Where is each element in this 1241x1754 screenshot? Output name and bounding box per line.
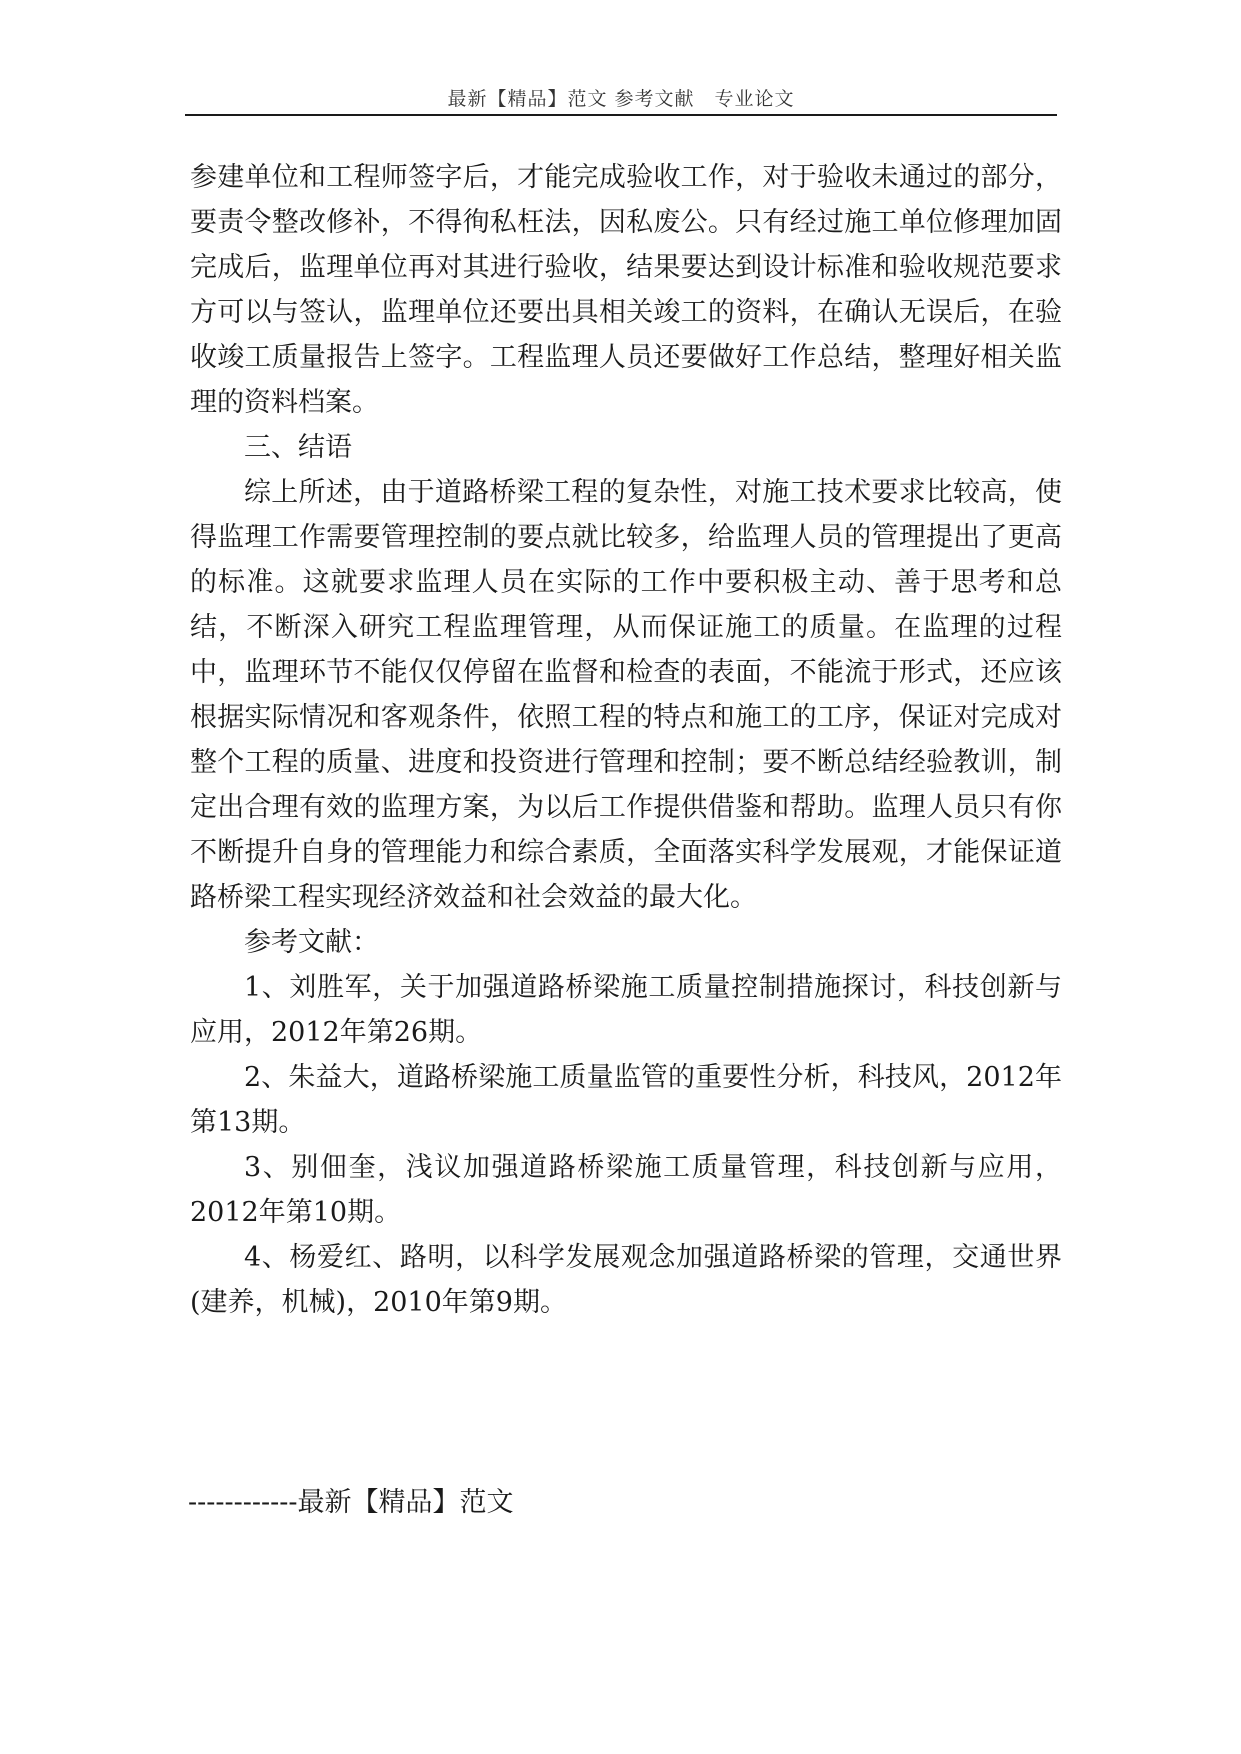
page-header: 最新【精品】范文 参考文献 专业论文 bbox=[447, 88, 795, 110]
reference-item-4: 4、杨爱红、路明，以科学发展观念加强道路桥梁的管理，交通世界(建养，机械)，2010年第9期。 bbox=[190, 1242, 1062, 1318]
page-footer: ------------最新【精品】范文 bbox=[188, 1487, 514, 1518]
conclusion-paragraph: 综上所述，由于道路桥梁工程的复杂性，对施工技术要求比较高，使得监理工作需要管理控制的要点就比较多，给监理人员的管理提出了更高的标准。这就要求监理人员在实际的工作中要积极主动、善于思考和总结，不断深入研究工程监理管理，从而保证施工的质量。在监理的过程中，监理环节不能仅仅停留在监督和检查的表面，不能流于形式，还应该根据实际情况和客观条件，依照工程的特点和施工的工序，保证对完成对整个工程的质量、进度和投资进行管理和控制；要不断总结经验教训，制定出合理有效的监理方案，为以后工作提供借鉴和帮助。监理人员只有你不断提升自身的管理能力和综合素质，全面落实科学发展观，才能保证道路桥梁工程实现经济效益和社会效益的最大化。 bbox=[190, 477, 1062, 913]
reference-item-1: 1、刘胜军，关于加强道路桥梁施工质量控制措施探讨，科技创新与应用，2012年第26期。 bbox=[190, 972, 1062, 1048]
references-heading: 参考文献： bbox=[244, 927, 379, 958]
reference-item-2: 2、朱益大，道路桥梁施工质量监管的重要性分析，科技风，2012年第13期。 bbox=[190, 1062, 1062, 1138]
paragraph-continuation: 参建单位和工程师签字后，才能完成验收工作，对于验收未通过的部分，要责令整改修补，不得徇私枉法，因私废公。只有经过施工单位修理加固完成后，监理单位再对其进行验收，结果要达到设计标准和验收规范要求方可以与签认，监理单位还要出具相关竣工的资料，在确认无误后，在验收竣工质量报告上签字。工程监理人员还要做好工作总结，整理好相关监理的资料档案。 bbox=[190, 162, 1062, 418]
section-heading: 三、结语 bbox=[244, 432, 352, 463]
header-divider bbox=[185, 114, 1057, 116]
document-body bbox=[190, 155, 1062, 1325]
reference-item-3: 3、别佃奎，浅议加强道路桥梁施工质量管理，科技创新与应用，2012年第10期。 bbox=[190, 1152, 1062, 1228]
